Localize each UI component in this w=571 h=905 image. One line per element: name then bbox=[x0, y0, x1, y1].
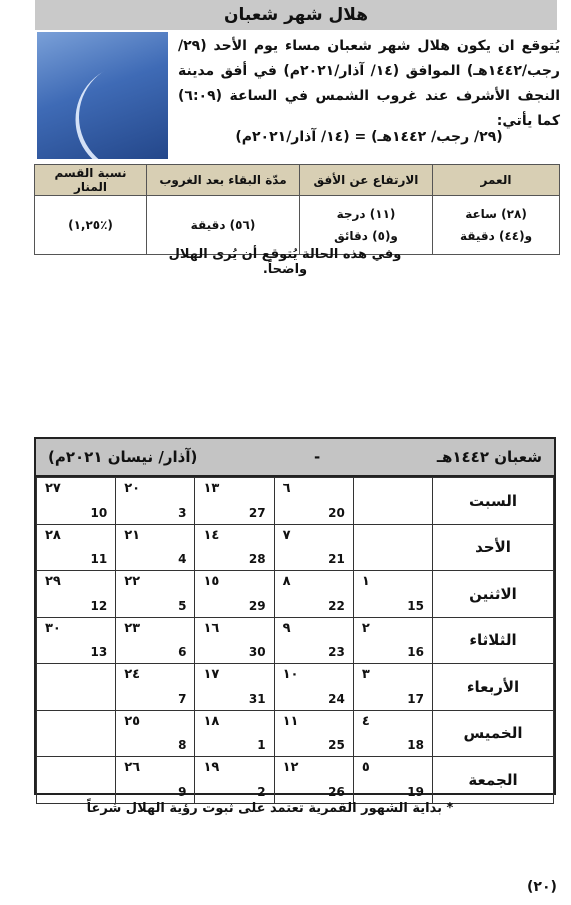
date-formula: (٢٩/ رجب/ ١٤٤٢هـ) = (١٤/ آذار/٢٠٢١م) bbox=[235, 129, 503, 145]
hijri-day: ١٥ bbox=[203, 574, 220, 589]
hijri-day: ٢٤ bbox=[124, 667, 141, 682]
weekday-label: الأحد bbox=[433, 524, 554, 571]
gregorian-months: (آذار/ نيسان ٢٠٢١م) bbox=[48, 448, 198, 466]
hijri-day: ٢٠ bbox=[124, 481, 141, 496]
gregorian-day: 21 bbox=[328, 552, 345, 566]
calendar-row bbox=[37, 664, 554, 711]
calendar-cell bbox=[274, 478, 353, 525]
calendar-row bbox=[37, 524, 554, 571]
gregorian-day: 8 bbox=[178, 738, 187, 752]
calendar-cell bbox=[274, 757, 353, 804]
gregorian-day: 7 bbox=[178, 691, 187, 706]
calendar-cell bbox=[353, 571, 432, 618]
calendar-cell bbox=[116, 710, 195, 757]
calendar-cell bbox=[37, 478, 116, 525]
calendar-cell bbox=[116, 664, 195, 711]
hijri-day: ١٤ bbox=[203, 527, 220, 543]
gregorian-day: 3 bbox=[178, 505, 187, 520]
gregorian-day: 12 bbox=[90, 598, 108, 613]
gregorian-day: 23 bbox=[328, 645, 345, 659]
calendar-cell bbox=[274, 571, 353, 618]
info-header-row bbox=[35, 165, 560, 196]
header-duration: مدّة البقاء بعد الغروب bbox=[147, 165, 300, 196]
value-altitude bbox=[300, 196, 433, 255]
hijri-day: ١١ bbox=[282, 713, 299, 729]
calendar-header bbox=[36, 439, 554, 477]
calendar-cell bbox=[195, 664, 274, 711]
gregorian-day: 6 bbox=[178, 645, 187, 659]
gregorian-day: 29 bbox=[248, 598, 266, 613]
calendar-cell bbox=[195, 571, 274, 618]
page-title-bar bbox=[35, 0, 557, 30]
weekday-label: الثلاثاء bbox=[433, 617, 554, 664]
gregorian-day: 31 bbox=[248, 691, 266, 706]
calendar-cell bbox=[116, 571, 195, 618]
hijri-day: ١٦ bbox=[203, 620, 220, 636]
intro-paragraph bbox=[178, 34, 560, 134]
hijri-day: ٢١ bbox=[124, 527, 141, 543]
calendar-row bbox=[37, 710, 554, 757]
calendar-cell bbox=[195, 478, 274, 525]
calendar-row bbox=[37, 617, 554, 664]
age-line2: و(٤٤) دقيقة bbox=[459, 229, 533, 243]
calendar-cell bbox=[37, 664, 116, 711]
gregorian-day: 20 bbox=[328, 505, 345, 520]
age-line1: (٢٨) ساعة bbox=[465, 207, 527, 221]
calendar-row bbox=[37, 571, 554, 618]
calendar-cell bbox=[274, 710, 353, 757]
hijri-day: ٦ bbox=[282, 481, 291, 496]
visibility-note: وفي هذه الحالة يُتوقع أن يُرى الهلال واضحاً. bbox=[168, 247, 402, 277]
calendar bbox=[34, 437, 556, 799]
hijri-day: ٣٠ bbox=[45, 620, 61, 636]
gregorian-day: 22 bbox=[328, 598, 345, 613]
gregorian-day: 2 bbox=[257, 784, 266, 799]
hijri-day: ١٣ bbox=[203, 481, 220, 496]
calendar-cell bbox=[116, 757, 195, 804]
calendar-cell bbox=[116, 478, 195, 525]
hijri-month: شعبان ١٤٤٢هـ bbox=[436, 448, 542, 466]
gregorian-day: 24 bbox=[328, 691, 345, 706]
hijri-day: ١٩ bbox=[203, 760, 220, 775]
moon-info-table bbox=[34, 164, 560, 255]
hijri-day: ٤ bbox=[361, 713, 370, 729]
hijri-day: ١ bbox=[361, 574, 370, 589]
hijri-day: ٥ bbox=[361, 760, 370, 775]
calendar-cell bbox=[37, 524, 116, 571]
calendar-cell bbox=[116, 524, 195, 571]
value-duration: (٥٦) دقيقة bbox=[147, 196, 300, 255]
calendar-cell bbox=[353, 524, 432, 571]
weekday-label: الجمعة bbox=[433, 757, 554, 804]
page-number: (٢٠) bbox=[527, 879, 557, 895]
info-value-row bbox=[35, 196, 560, 255]
calendar-cell bbox=[274, 524, 353, 571]
hijri-day: ٢٣ bbox=[124, 620, 141, 636]
calendar-cell bbox=[195, 524, 274, 571]
crescent-moon-image bbox=[37, 32, 168, 159]
hijri-day: ١٢ bbox=[282, 760, 299, 775]
header-separator: - bbox=[313, 448, 321, 466]
header-altitude: الارتفاع عن الأفق bbox=[300, 165, 433, 196]
gregorian-day: 13 bbox=[90, 645, 108, 659]
hijri-day: ٩ bbox=[282, 620, 291, 636]
gregorian-day: 25 bbox=[328, 738, 345, 752]
calendar-cell bbox=[274, 617, 353, 664]
hijri-day: ٢٦ bbox=[124, 760, 141, 775]
gregorian-day: 27 bbox=[248, 505, 266, 520]
calendar-cell bbox=[274, 664, 353, 711]
hijri-day: ٧ bbox=[282, 527, 291, 543]
hijri-day: ١٠ bbox=[282, 667, 299, 682]
value-age bbox=[433, 196, 560, 255]
calendar-cell bbox=[195, 617, 274, 664]
gregorian-day: 28 bbox=[248, 552, 266, 566]
gregorian-day: 16 bbox=[407, 645, 424, 659]
calendar-cell bbox=[195, 710, 274, 757]
alt-line2: و(٥) دقائق bbox=[334, 229, 398, 243]
hijri-day: ٣ bbox=[361, 667, 370, 682]
calendar-cell bbox=[353, 710, 432, 757]
calendar-cell bbox=[353, 664, 432, 711]
footer-note: * بداية الشهور القمرية تعتمد على ثبوت رؤية الهلال شرعاً bbox=[86, 801, 454, 816]
calendar-row bbox=[37, 478, 554, 525]
weekday-label: الخميس bbox=[433, 710, 554, 757]
hijri-day: ١٧ bbox=[203, 667, 220, 682]
page-title: هلال شهر شعبان bbox=[224, 5, 368, 25]
calendar-cell bbox=[37, 571, 116, 618]
gregorian-day: 9 bbox=[178, 784, 187, 799]
calendar-row bbox=[37, 757, 554, 804]
calendar-cell bbox=[116, 617, 195, 664]
gregorian-day: 4 bbox=[178, 552, 187, 566]
gregorian-day: 10 bbox=[90, 505, 108, 520]
header-age: العمر bbox=[433, 165, 560, 196]
weekday-label: السبت bbox=[433, 478, 554, 525]
hijri-day: ١٨ bbox=[203, 713, 220, 729]
value-illumination: (٪١,٢٥) bbox=[35, 196, 147, 255]
header-illumination: نسبة القسم المنار bbox=[35, 165, 147, 196]
calendar-cell bbox=[353, 617, 432, 664]
hijri-day: ٢٧ bbox=[45, 481, 61, 496]
calendar-grid bbox=[36, 477, 554, 804]
hijri-day: ٢٩ bbox=[45, 574, 61, 589]
calendar-cell bbox=[37, 617, 116, 664]
gregorian-day: 15 bbox=[407, 598, 424, 613]
calendar-cell bbox=[37, 757, 116, 804]
hijri-day: ٢ bbox=[361, 620, 370, 636]
gregorian-day: 17 bbox=[407, 691, 424, 706]
gregorian-day: 30 bbox=[248, 645, 266, 659]
calendar-cell bbox=[37, 710, 116, 757]
gregorian-day: 18 bbox=[407, 738, 424, 752]
weekday-label: الأربعاء bbox=[433, 664, 554, 711]
gregorian-day: 5 bbox=[178, 598, 187, 613]
gregorian-day: 26 bbox=[328, 784, 345, 799]
crescent-icon bbox=[70, 53, 168, 159]
intro-text: يُتوقع ان يكون هلال شهر شعبان مساء يوم الأحد (٢٩/رجب/١٤٤٢هـ) الموافق (١٤/ آذار/٢٠٢١م) في أفق مدينة النجف الأشرف عند غروب الشمس في الساعة (٦:٠٩) كما يأتي: bbox=[178, 38, 560, 129]
hijri-day: ٨ bbox=[282, 574, 291, 589]
gregorian-day: 1 bbox=[257, 738, 266, 752]
gregorian-day: 19 bbox=[407, 784, 424, 799]
calendar-cell bbox=[195, 757, 274, 804]
hijri-day: ٢٨ bbox=[45, 527, 61, 543]
weekday-label: الاثنين bbox=[433, 571, 554, 618]
gregorian-day: 11 bbox=[90, 552, 108, 566]
hijri-day: ٢٥ bbox=[124, 713, 141, 729]
calendar-cell bbox=[353, 757, 432, 804]
hijri-day: ٢٢ bbox=[124, 574, 141, 589]
calendar-cell bbox=[353, 478, 432, 525]
alt-line1: (١١) درجة bbox=[336, 207, 396, 221]
